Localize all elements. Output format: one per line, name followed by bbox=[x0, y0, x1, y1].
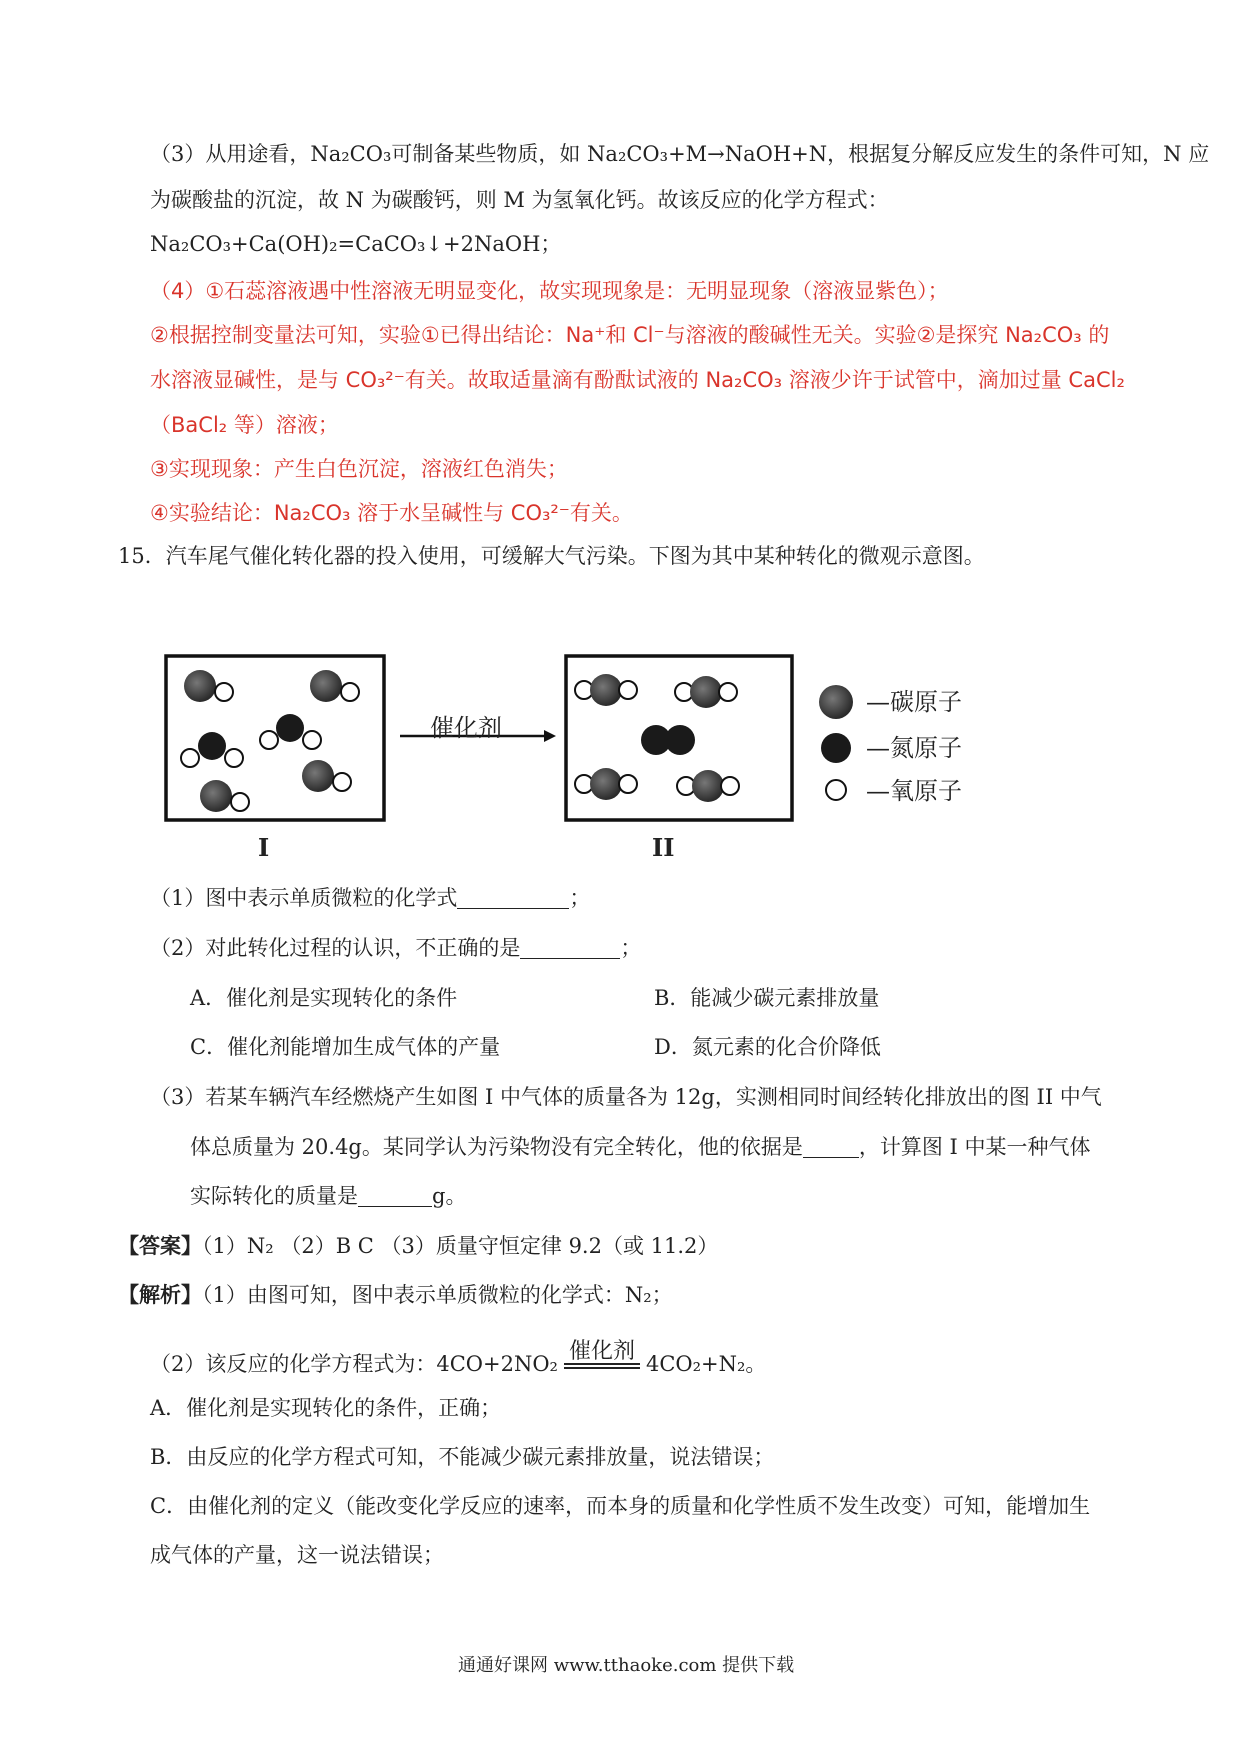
part4-line6: ④实验结论：Na₂CO₃ 溶于水呈碱性与 CO₃²⁻有关。 bbox=[150, 501, 633, 525]
co-molecule bbox=[200, 780, 249, 812]
analysis-equation: （2）该反应的化学方程式为：4CO+2NO₂ 催化剂 4CO₂+N₂。 bbox=[150, 1339, 767, 1376]
co2-molecule bbox=[675, 676, 737, 708]
legend-carbon-label: —碳原子 bbox=[866, 688, 962, 716]
no2-molecule bbox=[260, 714, 321, 749]
co-molecule bbox=[184, 670, 233, 702]
n2-molecule bbox=[641, 725, 695, 755]
analysis-a: A．催化剂是实现转化的条件，正确； bbox=[150, 1396, 502, 1420]
part4-line5: ③实现现象：产生白色沉淀，溶液红色消失； bbox=[150, 457, 568, 481]
part3-line2: 为碳酸盐的沉淀，故 N 为碳酸钙，则 M 为氢氧化钙。故该反应的化学方程式： bbox=[150, 188, 889, 212]
co2-molecule bbox=[677, 770, 739, 802]
part3-line1: （3）从用途看，Na₂CO₃可制备某些物质，如 Na₂CO₃+M→NaOH+N，根据复分解反应发生的条件可知，N 应 bbox=[150, 142, 1210, 166]
part3-equation: Na₂CO₃+Ca(OH)₂=CaCO₃↓+2NaOH； bbox=[150, 232, 562, 256]
part4-line3: 水溶液显碱性，是与 CO₃²⁻有关。故取适量滴有酚酞试液的 Na₂CO₃ 溶液少许于试管中，滴加过量 CaCl₂ bbox=[150, 368, 1125, 392]
box-2-label: II bbox=[652, 833, 675, 862]
q15-sub3-line2: 体总质量为 20.4g。某同学认为污染物没有完全转化，他的依据是 ，计算图 I 中某一种气体 bbox=[190, 1135, 1091, 1159]
answer-label: 【答案】 bbox=[118, 1233, 202, 1258]
part4-line1: （4）①石蕊溶液遇中性溶液无明显变化，故实现现象是：无明显现象（溶液显紫色）； bbox=[150, 279, 949, 303]
box-1-label: I bbox=[258, 833, 270, 862]
option-c: C．催化剂能增加生成气体的产量 bbox=[190, 1035, 501, 1059]
option-b: B．能减少碳元素排放量 bbox=[654, 986, 880, 1010]
legend-carbon-icon bbox=[819, 685, 853, 719]
analysis-line1: 【解析】（1）由图可知，图中表示单质微粒的化学式：N₂； bbox=[118, 1282, 673, 1307]
legend-nitrogen-label: —氮原子 bbox=[866, 734, 962, 762]
legend-oxygen-icon bbox=[826, 780, 846, 800]
no2-molecule bbox=[181, 732, 243, 767]
analysis-c2: 成气体的产量，这一说法错误； bbox=[150, 1543, 444, 1567]
q15-sub2: （2）对此转化过程的认识，不正确的是 ； bbox=[150, 936, 642, 960]
answer-blank[interactable] bbox=[358, 1186, 432, 1207]
legend-nitrogen-icon bbox=[821, 733, 851, 763]
reaction-condition: 催化剂 bbox=[564, 1345, 640, 1373]
co2-molecule bbox=[575, 768, 637, 800]
q15-sub3-line3: 实际转化的质量是 g。 bbox=[190, 1184, 467, 1208]
co-molecule bbox=[310, 670, 359, 702]
q15-sub3-line1: （3）若某车辆汽车经燃烧产生如图 I 中气体的质量各为 12g，实测相同时间经转化排放出的图 II 中气 bbox=[150, 1085, 1102, 1109]
answer-blank[interactable] bbox=[803, 1137, 859, 1158]
arrow-label: 催化剂 bbox=[430, 714, 502, 742]
part4-line2: ②根据控制变量法可知，实验①已得出结论：Na⁺和 Cl⁻与溶液的酸碱性无关。实验②是探究 Na₂CO₃ 的 bbox=[150, 323, 1110, 347]
option-d: D．氮元素的化合价降低 bbox=[654, 1035, 881, 1059]
answer-blank[interactable] bbox=[520, 938, 620, 959]
answer-blank[interactable] bbox=[457, 888, 569, 909]
page-footer: 通通好课网 www.tthaoke.com 提供下载 bbox=[458, 1655, 795, 1676]
option-a: A．催化剂是实现转化的条件 bbox=[190, 986, 458, 1010]
analysis-label: 【解析】 bbox=[118, 1282, 202, 1307]
co-molecule bbox=[302, 760, 351, 792]
legend-oxygen-label: —氧原子 bbox=[866, 777, 962, 805]
answer-text: （1）N₂ （2）B C （3）质量守恒定律 9.2（或 11.2） bbox=[202, 1234, 719, 1258]
q15-stem: 15．汽车尾气催化转化器的投入使用，可缓解大气污染。下图为其中某种转化的微观示意图。 bbox=[118, 544, 985, 568]
analysis-c1: C．由催化剂的定义（能改变化学反应的速率，而本身的质量和化学性质不发生改变）可知，能增加生 bbox=[150, 1494, 1091, 1518]
part4-line4: （BaCl₂ 等）溶液； bbox=[150, 413, 339, 437]
co2-molecule bbox=[575, 674, 637, 706]
analysis-b: B．由反应的化学方程式可知，不能减少碳元素排放量，说法错误； bbox=[150, 1445, 775, 1469]
answer-line bbox=[118, 1232, 718, 1260]
q15-sub1: （1）图中表示单质微粒的化学式 ； bbox=[150, 886, 591, 910]
